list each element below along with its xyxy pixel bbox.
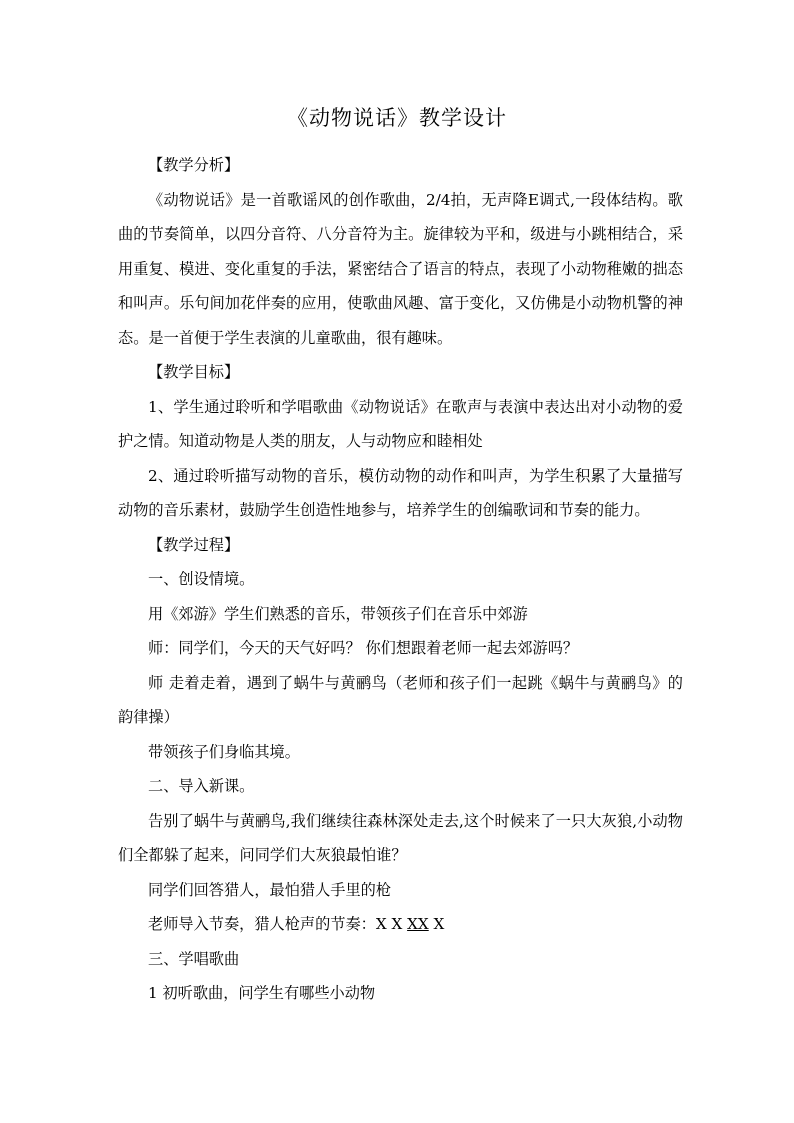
step1-line-3: 师 走着走着，遇到了蜗牛与黄鹂鸟（老师和孩子们一起跳《蜗牛与黄鹂鸟》的韵律操） bbox=[118, 673, 683, 726]
step3-line-1: 1 初听歌曲，问学生有哪些小动物 bbox=[148, 984, 376, 1002]
goals-item-1: 1、学生通过聆听和学唱歌曲《动物说话》在歌声与表演中表达出对小动物的爱护之情。知道动物是人类的朋友，人与动物应和睦相处 bbox=[118, 397, 683, 450]
rhythm-suffix: X bbox=[428, 915, 445, 933]
step1-line-4: 带领孩子们身临其境。 bbox=[148, 742, 300, 761]
analysis-paragraph: 《动物说话》是一首歌谣风的创作歌曲，2/4拍，无声降E调式,一段体结构。歌曲的节奏简单，以四分音符、八分音符为主。旋律较为平和，级进与小跳相结合，采用重复、模进、变化重复的手法，紧密结合了语言的特点，表现了小动物稚嫩的拙态和叫声。乐句间加花伴奏的应用，使歌曲风趣、富于变化，又仿佛是小动物机警的神态。是一首便于学生表演的儿童歌曲，很有趣味。 bbox=[118, 190, 683, 347]
document-title: 《动物说话》教学设计 bbox=[287, 106, 507, 130]
step1-title: 一、创设情境。 bbox=[148, 570, 255, 588]
step1-line-1: 用《郊游》学生们熟悉的音乐，带领孩子们在音乐中郊游 bbox=[148, 604, 528, 623]
step2-line-2: 同学们回答猎人，最怕猎人手里的枪 bbox=[148, 880, 391, 899]
rhythm-prefix: 老师导入节奏，猎人枪声的节奏：X X bbox=[148, 915, 408, 933]
step1-line-2: 师：同学们，今天的天气好吗？ 你们想跟着老师一起去郊游吗？ bbox=[148, 639, 579, 657]
goals-item-2: 2、通过聆听描写动物的音乐，模仿动物的动作和叫声，为学生积累了大量描写动物的音乐素材，鼓励学生创造性地参与，培养学生的创编歌词和节奏的能力。 bbox=[118, 466, 683, 519]
rhythm-underlined: XX bbox=[407, 915, 429, 933]
step2-title: 二、导入新课。 bbox=[148, 777, 255, 795]
step2-line-3 bbox=[118, 907, 683, 942]
analysis-heading: 【教学分析】 bbox=[148, 156, 240, 174]
step2-line-1: 告别了蜗牛与黄鹂鸟,我们继续往森林深处走去,这个时候来了一只大灰狼,小动物们全都躲了起来，问同学们大灰狼最怕谁？ bbox=[118, 811, 683, 864]
step3-title: 三、学唱歌曲 bbox=[148, 949, 240, 968]
goals-heading: 【教学目标】 bbox=[148, 363, 240, 381]
process-heading: 【教学过程】 bbox=[148, 535, 240, 554]
document-body bbox=[118, 148, 683, 1011]
